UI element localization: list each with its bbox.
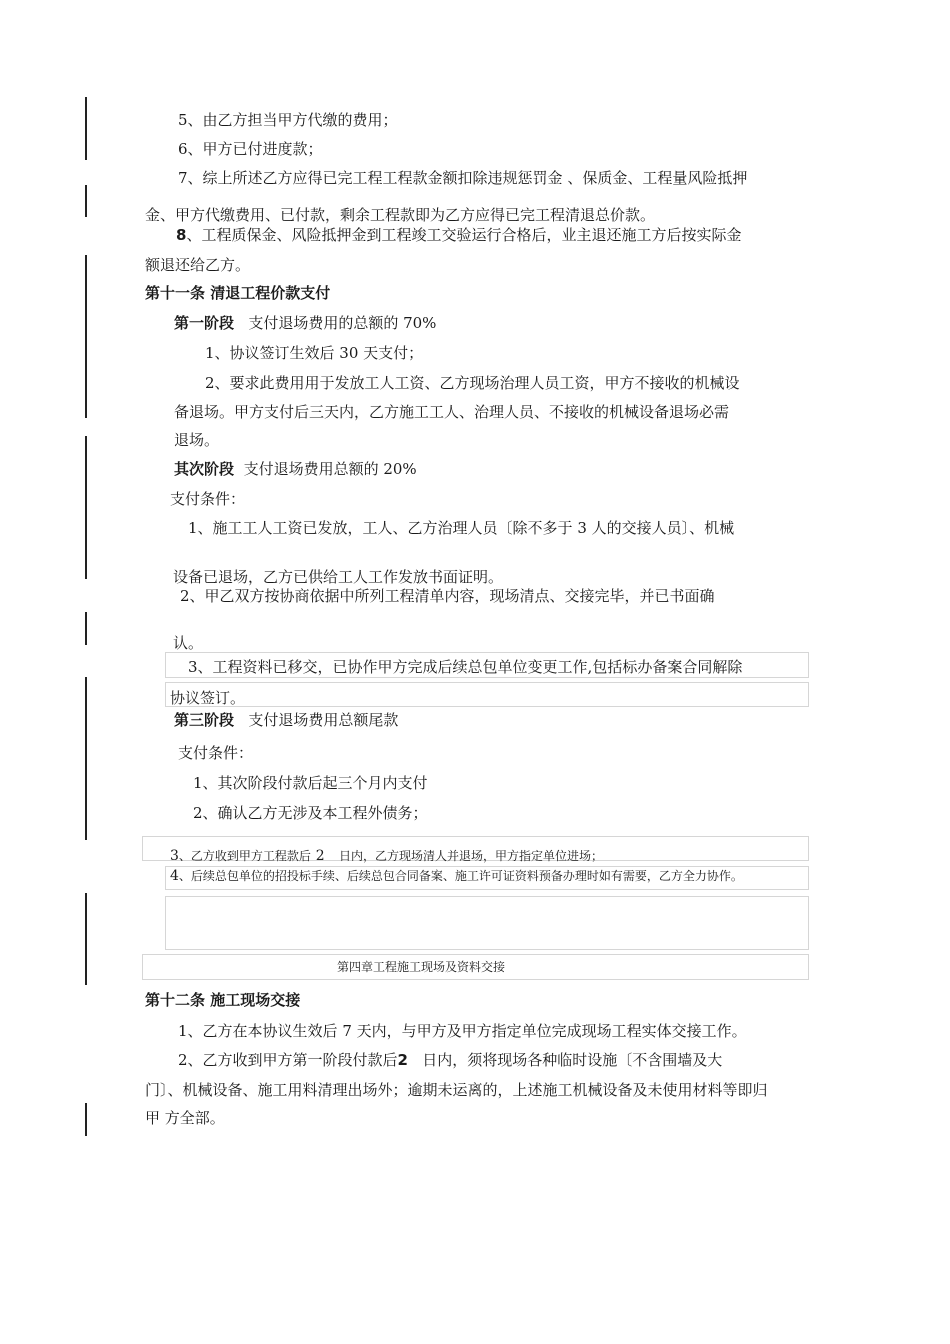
stage-1-item-2-line3: 退场。 <box>174 431 220 449</box>
stage-3-item-3-days: 2 <box>315 848 325 864</box>
stage-1-label: 第一阶段 <box>174 314 235 332</box>
revision-bar <box>85 255 87 418</box>
stage-3-item-3-text-b: 日内，乙方现场清人并退场，甲方指定单位进场； <box>338 849 603 863</box>
stage-3-line <box>174 710 398 730</box>
stage-3-item-4-number: 4 <box>170 868 179 884</box>
stage-2-item-1-line2: 设备已退场，乙方已供给工人工作发放书面证明。 <box>173 568 504 586</box>
stage-2-label: 其次阶段 <box>174 460 235 478</box>
stage-2-item-2-line1: 2、甲乙双方按协商依据中所列工程清单内容，现场清点、交接完毕，并已书面确 <box>180 587 715 605</box>
article-12-item-2-line3: 甲 方全部。 <box>145 1109 225 1127</box>
stage-2-line <box>174 459 417 479</box>
stage-3-item-3-number: 3 <box>170 848 179 864</box>
frame-box <box>165 682 809 707</box>
revision-bar <box>85 893 87 985</box>
item-7-line1: 7、综上所述乙方应得已完工程工程款金额扣除违规惩罚金 、保质金、工程量风险抵押 <box>178 169 748 187</box>
revision-bar <box>85 97 87 160</box>
article-12-item-1: 1、乙方在本协议生效后 7 天内，与甲方及甲方指定单位完成现场工程实体交接工作。 <box>178 1022 747 1040</box>
item-8-number: 8 <box>176 226 187 244</box>
item-8-line2: 额退还给乙方。 <box>145 256 251 274</box>
stage-2-item-2-line2: 认。 <box>173 634 204 652</box>
stage-1-line <box>174 313 436 333</box>
article-12-item-2-line1 <box>178 1050 722 1070</box>
article-12-item-2-days: 2 <box>397 1051 408 1069</box>
stage-3-item-3-text-a: 、乙方收到甲方工程款后 <box>178 849 311 863</box>
revision-bar <box>85 436 87 579</box>
stage-2-text: 支付退场费用总额的 20% <box>243 460 417 478</box>
stage-2-conditions: 支付条件： <box>170 490 246 508</box>
chapter-4-title: 第四章工程施工现场及资料交接 <box>337 960 506 974</box>
stage-1-item-2-line2: 备退场。甲方支付后三天内，乙方施工工人、治理人员、不接收的机械设备退场必需 <box>174 403 730 421</box>
revision-bar <box>85 677 87 840</box>
stage-1-text: 支付退场费用的总额的 70% <box>248 314 437 332</box>
stage-3-item-1: 1、其次阶段付款后起三个月内支付 <box>193 774 428 792</box>
stage-2-item-3-line1: 3、工程资料已移交，已协作甲方完成后续总包单位变更工作,包括标办备案合同解除 <box>188 658 743 676</box>
frame-box <box>165 896 809 950</box>
item-5: 5、由乙方担当甲方代缴的费用； <box>178 111 398 129</box>
revision-bar <box>85 185 87 217</box>
article-11-title: 第十一条 清退工程价款支付 <box>145 284 331 302</box>
stage-3-item-4 <box>170 865 743 886</box>
article-12-item-2-line2: 门〕、机械设备、施工用料清理出场外；逾期未运离的，上述施工机械设备及未使用材料等即归 <box>145 1081 768 1099</box>
item-8-text: 、工程质保金、风险抵押金到工程竣工交验运行合格后，业主退还施工方后按实际金 <box>186 226 742 244</box>
stage-3-item-3 <box>170 845 603 866</box>
stage-3-conditions: 支付条件： <box>178 744 254 762</box>
stage-1-item-1: 1、协议签订生效后 30 天支付； <box>205 344 424 362</box>
stage-3-item-2: 2、确认乙方无涉及本工程外债务； <box>193 804 428 822</box>
item-7-line2: 金、甲方代缴费用、已付款，剩余工程款即为乙方应得已完工程清退总价款。 <box>145 206 656 224</box>
revision-bar <box>85 612 87 645</box>
article-12-item-2-pre: 2、乙方收到甲方第一阶段付款后 <box>178 1051 398 1069</box>
stage-3-text: 支付退场费用总额尾款 <box>248 711 399 729</box>
item-6: 6、甲方已付进度款； <box>178 140 323 158</box>
revision-bar <box>85 1103 87 1136</box>
item-8-line1 <box>176 225 741 245</box>
stage-2-item-1-line1: 1、施工工人工资已发放，工人、乙方治理人员〔除不多于 3 人的交接人员〕、机械 <box>188 519 735 537</box>
stage-2-item-3-line2: 协议签订。 <box>170 689 246 707</box>
stage-3-label: 第三阶段 <box>174 711 235 729</box>
stage-1-item-2-line1: 2、要求此费用用于发放工人工资、乙方现场治理人员工资，甲方不接收的机械设 <box>205 374 740 392</box>
article-12-title: 第十二条 施工现场交接 <box>145 991 301 1009</box>
stage-3-item-4-text: 、后续总包单位的招投标手续、后续总包合同备案、施工许可证资料预备办理时如有需要，乙方全力协作。 <box>178 869 743 883</box>
article-12-item-2-post: 日内，须将现场各种临时设施〔不含围墙及大 <box>422 1051 723 1069</box>
